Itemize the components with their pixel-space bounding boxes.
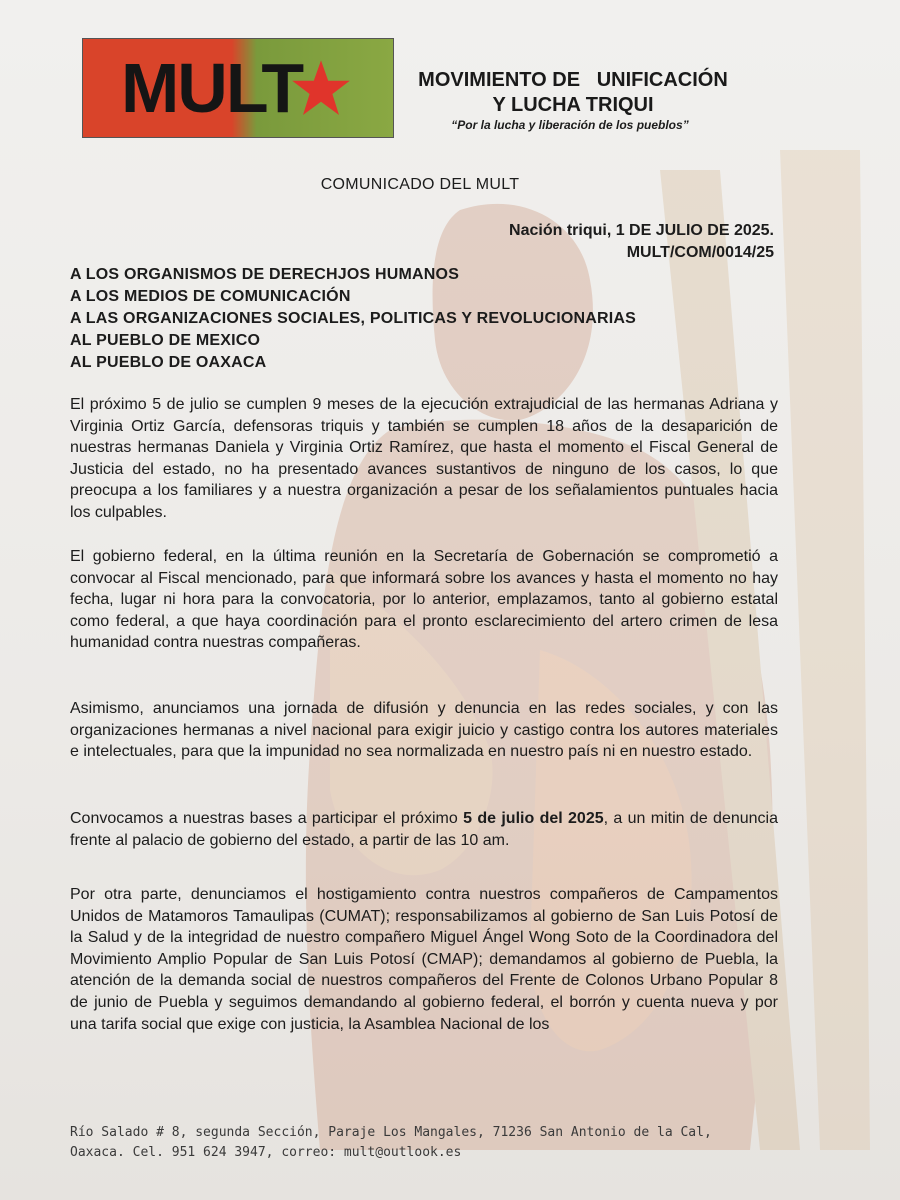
body-paragraph-3: Asimismo, anunciamos una jornada de difusión y denuncia en las redes sociales, y con las organizaciones hermanas a nivel nacional para exigir juicio y castigo contra los autores materiales e intelectuales, para que la impunidad no sea normalizada en nuestro país ni en nuestro estado.	[70, 700, 778, 761]
body-paragraph-2: El gobierno federal, en la última reunión en la Secretaría de Gobernación se comprometió a convocar al Fiscal mencionado, para que informará sobre los avances y hasta el momento no hay fecha, lugar ni hora para la convocatoria, por lo anterior, emplazamos, tanto al gobierno estatal como federal, a que haya coordinación para el pronto esclarecimiento del artero crimen de lesa humanidad contra nuestras compañeras.	[70, 548, 778, 652]
paragraph-text: , a un mitin de denuncia frente al palacio de gobierno del estado, a partir de las 10 am.	[70, 810, 778, 849]
mult-logo	[82, 38, 394, 138]
body-paragraph-5: Por otra parte, denunciamos el hostigamiento contra nuestros compañeros de Campamentos Unidos de Matamoros Tamaulipas (CUMAT); responsabilizamos al gobierno de San Luis Potosí de la Salud y de la integridad de nuestro compañero Miguel Ángel Wong Soto de la Coordinadora del Movimiento Amplio Popular de San Luis Potosí (CMAP); demandamos al gobierno de Puebla, la atención de la demanda social de nuestros compañeros del Frente de Colonos Urbano Popular 8 de junio de Puebla y seguimos demandando al gobierno federal, el borrón y cuenta nueva y por una tarifa social que exige con justicia, la Asamblea Nacional de los	[70, 886, 778, 1033]
addressee-item: A LAS ORGANIZACIONES SOCIALES, POLITICAS Y REVOLUCIONARIAS	[70, 310, 637, 327]
reference-number: MULT/COM/0014/25	[626, 244, 774, 261]
red-star-icon	[291, 59, 351, 117]
footer-line2: Oaxaca. Cel. 951 624 3947, correo: mult@outlook.es	[70, 1145, 462, 1160]
footer-line1: Río Salado # 8, segunda Sección, Paraje Los Mangales, 71236 San Antonio de la Cal,	[70, 1125, 712, 1140]
org-name-line2: Y LUCHA TRIQUI	[492, 94, 654, 116]
logo-text: MULT	[121, 49, 303, 127]
addressee-item: A LOS ORGANISMOS DE DERECHJOS HUMANOS	[70, 266, 460, 283]
addressee-item: AL PUEBLO DE OAXACA	[70, 354, 267, 371]
place-date: Nación triqui, 1 DE JULIO DE 2025.	[509, 222, 774, 239]
body-paragraph-4	[70, 808, 778, 851]
slogan: “Por la lucha y liberación de los pueblos”	[451, 118, 689, 132]
org-name-line1: MOVIMIENTO DE UNIFICACIÓN	[418, 69, 728, 91]
dateline	[509, 220, 774, 264]
body-paragraph-1: El próximo 5 de julio se cumplen 9 meses de la ejecución extrajudicial de las hermanas Adriana y Virginia Ortiz García, defensoras triquis y también se cumplen 18 años de la desaparición de nuestras hermanas Daniela y Virginia Ortiz Ramírez, que hasta el momento el Fiscal General de Justicia del estado, no ha presentado avances sustantivos de ninguno de los casos, lo que preocupa a los familiares y a nuestra organización a pesar de los señalamientos puntuales hacia los culpables.	[70, 396, 778, 521]
event-date-bold: 5 de julio del 2025	[463, 810, 604, 827]
addressee-item: A LOS MEDIOS DE COMUNICACIÓN	[70, 288, 351, 305]
footer-address	[70, 1123, 790, 1163]
document-title: COMUNICADO DEL MULT	[320, 176, 520, 193]
addressee-item: AL PUEBLO DE MEXICO	[70, 332, 261, 349]
addressee-list	[70, 264, 636, 374]
organization-name	[398, 68, 748, 118]
paragraph-text: Convocamos a nuestras bases a participar el próximo	[70, 810, 464, 827]
